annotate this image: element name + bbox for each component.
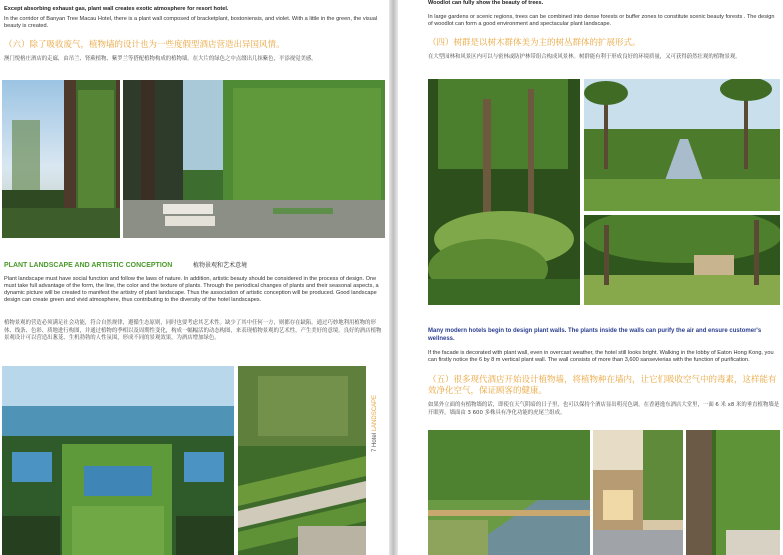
section-title-cn: 植物景观和艺术意境	[193, 262, 248, 269]
woodlot-paragraph: In large gardens or scenic regions, trees can be combined into dense forests or buffer zones to constitute scenic beauty forests . The design of woodlot can form a good environment and spectacular plant landscape.	[428, 14, 775, 27]
paragraph-cn-5: 如果外立面的有植物墙的话，即使在天气阴暗的日子里，也可以保持个酒店显出明亮色调。在香港逸东酒店大堂里，一面 6 米 x8 米的垂直植物墙是开眼界，墙面由 3 600 多株具有净化功能的虎尾兰组成。	[428, 402, 780, 416]
folio-number: 7	[372, 448, 378, 452]
photo-hotel-green-wall	[2, 80, 120, 238]
heading-cn-4: （四）树群是以树木群体美为主的树丛群体的扩展形式。	[428, 38, 641, 48]
section-paragraph-cn: 植物景观的营造必须满足社会功能，符合自然规律，遵循生态原则，同时也要考虑其艺术性。缺少了其中任何一方，则都存在缺陷。通过巧妙地利用植物的形体、线条、色彩、质地进行构图，并通过植物的季相以及周期性变化，构成一幅幅活的动态构图，来表现植物景观的艺术性，产生美好的意境。良好的酒店植物景观设计可以营造出葱茏、生机勃勃的人性氛围，形成不同的景观效果，为酒店增加绿色。	[4, 320, 382, 341]
section-paragraph-en: Plant landscape must have social function and follow the laws of nature. In addition, artistic beauty should be considered in the process of design. One must take full advantage of the form, the line, the color and the texture of plants. Through the periodical changes of plants and their seasonal aspects, a dynamic picture will be created to manifest the artistry of plant landscape. Thus the association of artistic conception will be produced. Good landscape design can create green and vivid atmosphere, thus contributing to the diversity of the hotel landscapes.	[4, 276, 379, 303]
heading-cn-5: （五）很多现代酒店开始设计植物墙，将植物种在墙内，让它们吸收空气中的毒素，这样能有效净化空气，保证顾客的健康。	[428, 375, 777, 396]
right-page	[398, 0, 783, 555]
paragraph-cn-6: 澳门悦榕庄酒店的走廊，由吊兰、肾蕨植物、紫罗兰等搭配植物构成的植物墙。在大片的绿色之中点缀出几抹紫色，平添视觉美感。	[4, 56, 317, 62]
plant-wall-paragraph: If the facade is decorated with plant wall, even in overcast weather, the hotel still looks bright. Walking in the lobby of Eaton Hong Kong, you can firstly notice the 6 by 8 m vertical plant wall. The wall consists of more than 3,600 sansevierias with the function of purification.	[428, 350, 774, 363]
photo-courtyard-loungers	[123, 80, 385, 238]
folio-label: Hotel	[372, 432, 378, 447]
plant-wall-bold-caption: Many modern hotels begin to design plant walls. The plants inside the walls can purify the air and ensure customer's wellness.	[428, 328, 762, 342]
photo-palm-avenue	[584, 79, 780, 211]
page-folio	[372, 395, 378, 452]
photo-terraced-hedges	[238, 366, 366, 555]
paragraph-cn-4: 在大型园林和风景区内可以与密林或防护林带组合构成风景林。树群能有利于形成良好的环境质量，又可获得蔚然壮观的植物景观。	[428, 54, 741, 60]
photo-garden-lawn	[584, 215, 780, 305]
folio-section: LANDSCAPE	[372, 394, 378, 432]
photo-canal-plant-wall	[428, 430, 590, 555]
intro-paragraph: In the corridor of Banyan Tree Macau Hotel, there is a plant wall composed of bracketplant, bostoniensis, and violet. With a little in the green, the visual beauty is created.	[4, 16, 378, 29]
photo-hotel-lobby	[593, 430, 683, 555]
section-title-en: PLANT LANDSCAPE AND ARTISTIC CONCEPTION	[4, 262, 173, 269]
woodlot-bold-caption: Woodlot can fully show the beauty of trees.	[428, 0, 544, 6]
photo-vertical-plant-wall	[686, 430, 780, 555]
photo-tropical-woodlot	[428, 79, 580, 305]
intro-bold-caption: Except absorbing exhaust gas, plant wall creates exotic atmosphere for resort hotel.	[4, 6, 229, 12]
photo-resort-pools	[2, 366, 234, 555]
heading-cn-6: （六）除了吸收废气，植物墙的设计也为一些度假型酒店营造出异国风情。	[4, 40, 285, 50]
left-page	[0, 0, 390, 555]
